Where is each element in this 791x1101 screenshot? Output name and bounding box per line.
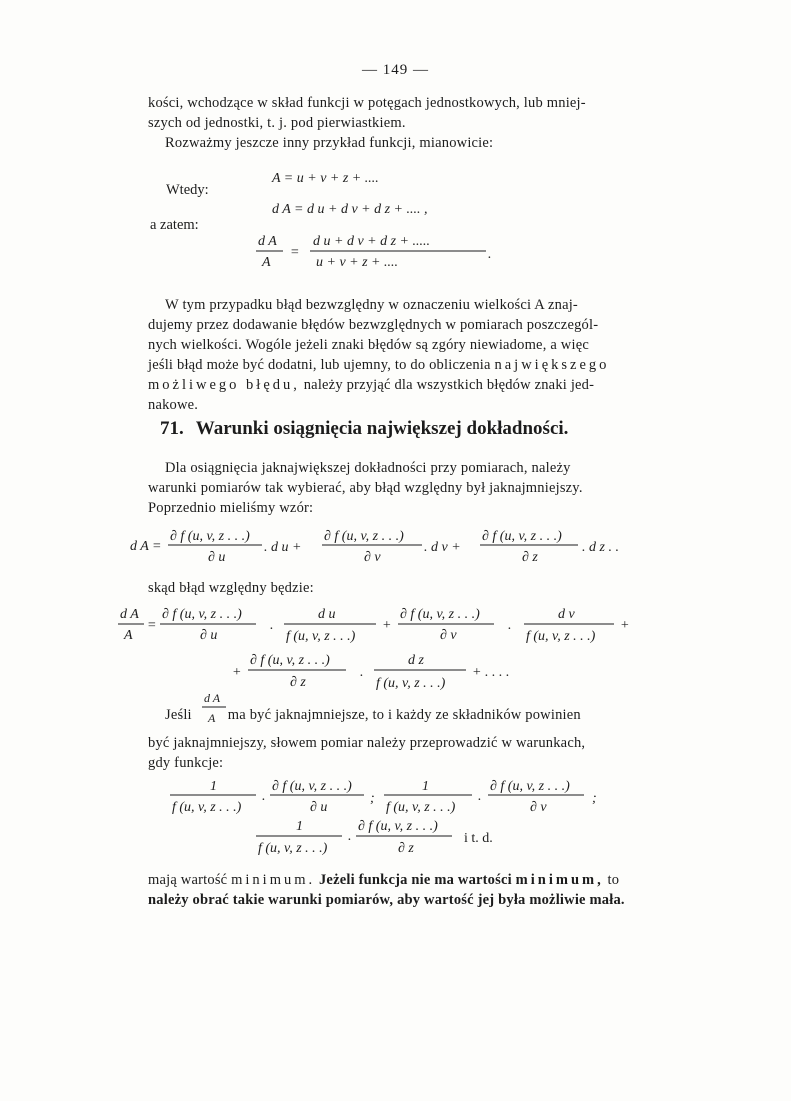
text-line: kości, wchodzące w skład funkcji w potęgach jednostkowych, lub mniej-: [148, 95, 586, 111]
equation-term: . d z . .: [582, 540, 619, 555]
text-line: nych wielkości. Wogóle jeżeli znaki błędów są zgóry niewiadome, a więc: [148, 337, 589, 353]
equals-sign: =: [290, 245, 300, 260]
fraction-numerator: ∂ f (u, v, z . . .): [272, 779, 352, 794]
equation-lhs: d A =: [130, 539, 162, 554]
fraction-denominator: f (u, v, z . . .): [526, 629, 596, 644]
text-line: nakowe.: [148, 397, 199, 413]
text-line: dujemy przez dodawanie błędów bezwzględnych w pomiarach poszczegól-: [148, 317, 599, 333]
fraction-denominator: f (u, v, z . . .): [376, 676, 446, 691]
fraction-numerator: ∂ f (u, v, z . . .): [162, 607, 242, 622]
fraction-numerator: d z: [408, 653, 424, 668]
text-itd: i t. d.: [464, 831, 493, 846]
text-span: Jeśli: [165, 707, 192, 723]
text-line: szych od jednostki, t. j. pod pierwiastkiem.: [148, 115, 406, 131]
label-zatem: a zatem:: [150, 217, 199, 233]
fraction-denominator: ∂ u: [200, 628, 218, 643]
fraction-denominator: ∂ u: [208, 550, 226, 565]
text-spaced: minimum,: [515, 872, 604, 888]
separator: ;: [592, 791, 597, 806]
fraction-denominator: u + v + z + ....: [316, 255, 399, 270]
fraction-numerator: 1: [210, 779, 217, 794]
text-line: Poprzednio mieliśmy wzór:: [148, 500, 314, 516]
fraction-numerator: d A: [258, 234, 277, 249]
text-line: należy obrać takie warunki pomiarów, aby wartość jej była możliwie mała.: [148, 892, 625, 908]
separator: ;: [370, 791, 375, 806]
fraction-denominator: A: [208, 711, 216, 725]
multiply-dot: .: [262, 789, 266, 804]
fraction-denominator: f (u, v, z . . .): [386, 800, 456, 815]
text-span: należy przyjąć dla wszystkich błędów znaki jed-: [303, 377, 595, 393]
fraction-numerator: 1: [296, 819, 303, 834]
section-number: 71.: [160, 418, 184, 439]
fraction-numerator: d u: [318, 607, 336, 622]
text-line: warunki pomiarów tak wybierać, aby błąd względny był jaknajmniejszy.: [148, 480, 583, 496]
fraction-denominator: f (u, v, z . . .): [286, 629, 356, 644]
plus-sign: +: [232, 665, 242, 680]
fraction-numerator: ∂ f (u, v, z . . .): [482, 529, 562, 544]
fraction-numerator: d A: [120, 607, 139, 622]
fraction-denominator: ∂ v: [530, 800, 547, 815]
text-spaced: minimum.: [231, 872, 316, 888]
text-bold: Jeżeli funkcja nie ma wartości: [318, 872, 512, 888]
equation: d A = d u + d v + d z + .... ,: [272, 202, 428, 217]
fraction-denominator: f (u, v, z . . .): [172, 800, 242, 815]
multiply-dot: .: [360, 665, 364, 680]
fraction-denominator: f (u, v, z . . .): [258, 841, 328, 856]
text-line: W tym przypadku błąd bezwzględny w oznaczeniu wielkości A znaj-: [165, 297, 578, 313]
equation-term: . d u +: [264, 540, 302, 555]
fraction-numerator: ∂ f (u, v, z . . .): [358, 819, 438, 834]
fraction-numerator: ∂ f (u, v, z . . .): [170, 529, 250, 544]
fraction-denominator: ∂ z: [522, 550, 538, 565]
text-line: skąd błąd względny będzie:: [148, 580, 314, 596]
fraction-numerator: 1: [422, 779, 429, 794]
fraction-denominator: A: [262, 255, 271, 270]
section-title: Warunki osiągnięcia największej dokładności.: [195, 418, 569, 439]
fraction-denominator: ∂ v: [440, 628, 457, 643]
fraction-numerator: d u + d v + d z + .....: [313, 234, 431, 249]
text-line: Rozważmy jeszcze inny przykład funkcji, mianowicie:: [165, 135, 494, 151]
text-line: Dla osiągnięcia jaknajwiększej dokładności przy pomiarach, należy: [165, 460, 571, 476]
equation-tail: + . . . .: [472, 665, 510, 680]
multiply-dot: .: [270, 618, 274, 633]
equation-term: . d v +: [424, 540, 461, 555]
equals-sign: =: [147, 618, 157, 633]
plus-sign: +: [620, 618, 630, 633]
fraction-numerator: d v: [558, 607, 575, 622]
fraction-denominator: ∂ u: [310, 800, 328, 815]
text-spaced: największego: [494, 357, 610, 373]
text-line: być jaknajmniejszy, słowem pomiar należy przeprowadzić w warunkach,: [148, 735, 586, 751]
text-span: ma być jaknajmniejsze, to i każdy ze składników powinien: [227, 707, 581, 723]
fraction-numerator: d A: [204, 691, 221, 705]
fraction-numerator: ∂ f (u, v, z . . .): [490, 779, 570, 794]
fraction-numerator: ∂ f (u, v, z . . .): [324, 529, 404, 544]
page-number: — 149 —: [362, 62, 429, 78]
plus-sign: +: [382, 618, 392, 633]
fraction-denominator: ∂ z: [398, 841, 414, 856]
text-span: mają wartość: [148, 872, 228, 888]
fraction-denominator: A: [124, 628, 133, 643]
equation: A = u + v + z + ....: [272, 171, 379, 186]
text-line: gdy funkcje:: [148, 755, 224, 771]
text-spaced: możliwego błędu,: [148, 377, 300, 393]
multiply-dot: .: [478, 789, 482, 804]
fraction-numerator: ∂ f (u, v, z . . .): [250, 653, 330, 668]
fraction-denominator: ∂ z: [290, 675, 306, 690]
text-span: to: [607, 872, 620, 888]
fraction-numerator: ∂ f (u, v, z . . .): [400, 607, 480, 622]
multiply-dot: .: [348, 829, 352, 844]
fraction-denominator: ∂ v: [364, 550, 381, 565]
label-wtedy: Wtedy:: [166, 182, 209, 198]
text-span: jeśli błąd może być dodatni, lub ujemny, to do obliczenia: [148, 357, 491, 373]
period: .: [488, 247, 492, 262]
multiply-dot: .: [508, 618, 512, 633]
